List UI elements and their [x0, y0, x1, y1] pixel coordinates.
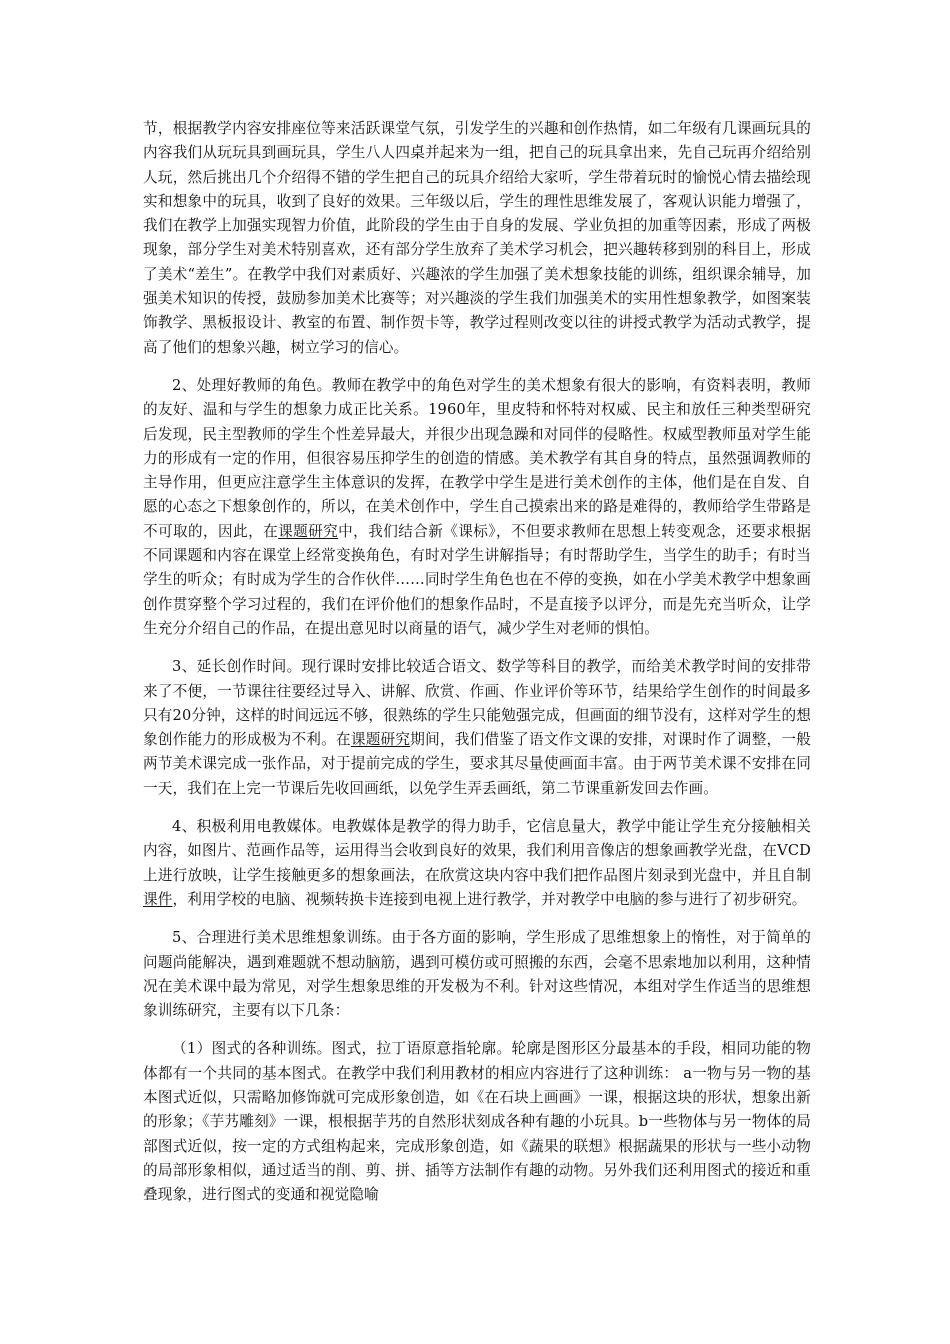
- paragraph-thinking-training: [143, 926, 811, 1023]
- paragraph-schema-training: [143, 1037, 811, 1207]
- paragraph-teacher-role: [143, 374, 811, 641]
- paragraph-text: 4、积极利用电教媒体。电教媒体是教学的得力助手，它信息量大，教学中能让学生充分接触相关内容，如图片、范画作品等，运用得当会收到良好的效果，我们利用音像店的想象画教学光盘，在VCD上进行放映，让学生接触更多的想象画法，在欣赏这块内容中我们把作品图片刻录到光盘中，并且自制: [143, 818, 811, 884]
- link-courseware[interactable]: 课件: [143, 890, 173, 908]
- paragraph-text: 期间，我们借鉴了语文作文课的安排，对课时作了调整，一般两节美术课完成一张作品，对于提前完成的学生，要求其尽量使画面丰富。由于两节美术课不安排在同一天，我们在上完一节课后先收回画纸，以免学生弄丢画纸，第二节课重新发回去作画。: [143, 731, 811, 797]
- paragraph-text: 5、合理进行美术思维想象训练。由于各方面的影响，学生形成了思维想象上的惰性，对于简单的问题尚能解决，遇到难题就不想动脑筋，遇到可模仿或可照搬的东西，会毫不思索地加以利用，这种情况在美术课中最为常见，对学生想象思维的开发极为不利。针对这些情况，本组对学生作适当的思维想象训练研究，主要有以下几条：: [143, 929, 811, 1020]
- paragraph-grade-layout: [143, 117, 811, 360]
- paragraph-text: （1）图式的各种训练。图式，拉丁语原意指轮廓。轮廓是图形区分最基本的手段，相同功能的物体都有一个共同的基本图式。在教学中我们利用教材的相应内容进行了这种训练： a一物与另一物的基本图式近似，只需略加修饰就可完成形象创造，如《在石块上画画》一课，根据这块的形状，想象出新的形象；《芋艿雕刻》一课，根根据芋艿的自然形状刻成各种有趣的小玩具。b一些物体与另一物体的局部图式近似，按一定的方式组构起来，完成形象创造，如《蔬果的联想》根据蔬果的形状与一些小动物的局部形象相似，通过适当的削、剪、拼、插等方法制作有趣的动物。另外我们还利用图式的接近和重叠现象，进行图式的变通和视觉隐喻: [143, 1040, 811, 1204]
- paragraph-text: 2、处理好教师的角色。教师在教学中的角色对学生的美术想象有很大的影响，有资料表明，教师的友好、温和与学生的想象力成正比关系。1960年，里皮特和怀特对权威、民主和放任三种类型研究后发现，民主型教师的学生个性差异最大，并很少出现急躁和对同伴的侵略性。权威型教师虽对学生能力的形成有一定的作用，但很容易压抑学生的创造的情感。美术教学有其自身的特点，虽然强调教师的主导作用，但更应注意学生主体意识的发挥，在教学中学生是进行美术创作的主体，他们是在自发、自愿的心态之下想象创作的，所以，在美术创作中，学生自己摸索出来的路是难得的，教师给学生带路是不可取的，因此，在: [143, 376, 811, 540]
- paragraph-text: 3、延长创作时间。现行课时安排比较适合语文、数学等科目的教学，而给美术教学时间的安排带来了不便，一节课往往要经过导入、讲解、欣赏、作画、作业评价等环节，结果给学生创作的时间最多只有20分钟，这样的时间远远不够，很熟练的学生只能勉强完成，但画面的细节没有，这样对学生的想象创作能力的形成极为不利。在: [143, 658, 811, 749]
- link-research-topic[interactable]: 课题研究: [278, 522, 339, 540]
- paragraph-extend-time: [143, 655, 811, 801]
- paragraph-media: [143, 815, 811, 912]
- paragraph-text: 中，我们结合新《课标》，不但要求教师在思想上转变观念，还要求根据不同课题和内容在课堂上经常变换角色，有时对学生讲解指导；有时帮助学生，当学生的助手；有时当学生的听众；有时成为学生的合作伙伴……同时学生角色也在不停的变换，如在小学美术教学中想象画创作贯穿整个学习过程的，我们在评价他们的想象作品时，不是直接予以评分，而是先充当听众，让学生充分介绍自己的作品，在提出意见时以商量的语气，减少学生对老师的惧怕。: [143, 522, 811, 637]
- link-research-topic[interactable]: 课题研究: [350, 731, 411, 749]
- paragraph-text: 节，根据教学内容安排座位等来活跃课堂气氛，引发学生的兴趣和创作热情，如二年级有几课画玩具的内容我们从玩玩具到画玩具，学生八人四桌并起来为一组，把自己的玩具拿出来，先自己玩再介绍给别人玩，然后挑出几个介绍得不错的学生把自己的玩具介绍给大家听，学生带着玩时的愉悦心情去描绘现实和想象中的玩具，收到了良好的效果。三年级以后，学生的理性思维发展了，客观认识能力增强了，我们在教学上加强实现智力价值，此阶段的学生由于自身的发展、学业负担的加重等因素，形成了两极现象，部分学生对美术特别喜欢，还有部分学生放弃了美术学习机会，把兴趣转移到别的科目上，形成了美术“差生”。在教学中我们对素质好、兴趣浓的学生加强了美术想象技能的训练，组织课余辅导，加强美术知识的传授，鼓励参加美术比赛等；对兴趣淡的学生我们加强美术的实用性想象教学，如图案装饰教学、黑板报设计、教室的布置、制作贺卡等，教学过程则改变以往的讲授式教学为活动式教学，提高了他们的想象兴趣，树立学习的信心。: [143, 120, 811, 356]
- paragraph-text: ，利用学校的电脑、视频转换卡连接到电视上进行教学，并对教学中电脑的参与进行了初步研究。: [172, 890, 807, 908]
- document-page: [143, 117, 811, 1207]
